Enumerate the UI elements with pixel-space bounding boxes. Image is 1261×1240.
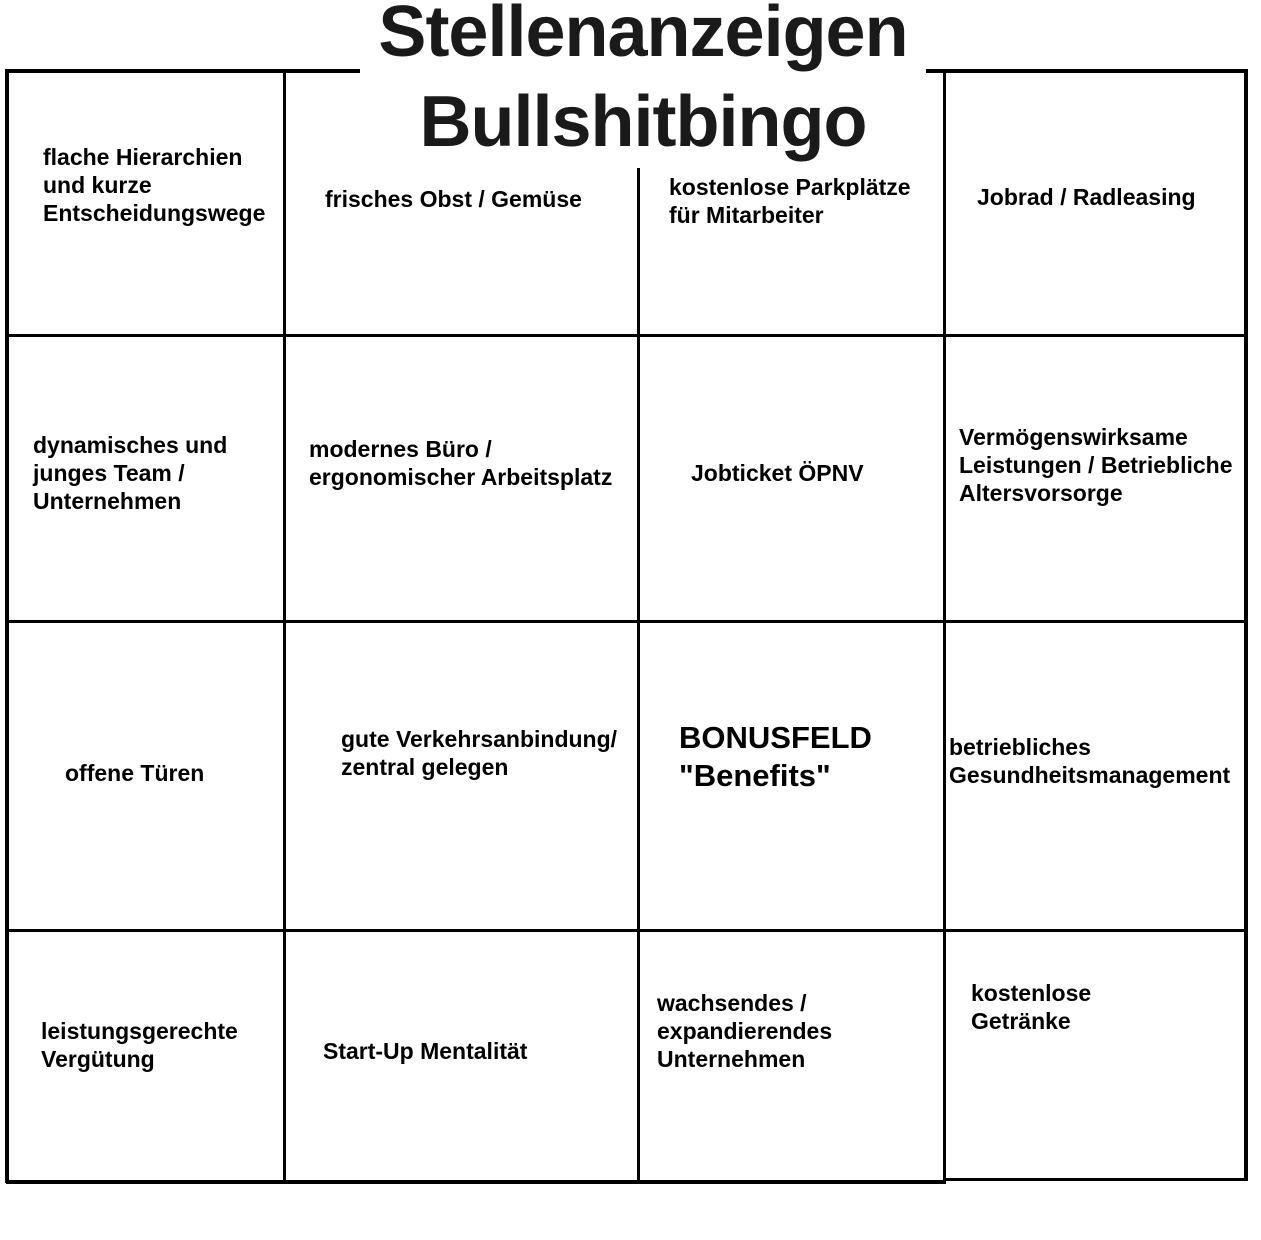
grid-line-bottom-right [944, 1178, 1248, 1181]
grid-line-col-1 [283, 69, 286, 1183]
cell-bonusfeld: BONUSFELD "Benefits" [679, 720, 872, 793]
cell-dynamisches-team: dynamisches und junges Team / Unternehmen [33, 432, 228, 514]
grid-line-col-3 [943, 69, 946, 1183]
cell-offene-tueren: offene Türen [65, 760, 205, 786]
cell-frisches-obst: frisches Obst / Gemüse [325, 186, 582, 212]
cell-gesundheitsmanagement: betriebliches Gesundheitsmanagement [949, 734, 1231, 788]
grid-line-right [1244, 69, 1248, 1181]
cell-flache-hierarchien: flache Hierarchien und kurze Entscheidungswege [43, 144, 266, 226]
cell-leistungsgerechte-verguetung: leistungsgerechte Vergütung [41, 1018, 238, 1072]
grid-line-row-2 [6, 620, 1248, 623]
grid-line-row-1 [6, 334, 1248, 337]
cell-verkehrsanbindung: gute Verkehrsanbindung/ zentral gelegen [341, 726, 618, 780]
cell-vermoegenswirksame: Vermögenswirksame Leistungen / Betriebliche Altersvorsorge [959, 424, 1233, 506]
cell-kostenlose-getraenke: kostenlose Getränke [971, 980, 1092, 1034]
cell-startup-mentalitaet: Start-Up Mentalität [323, 1038, 528, 1064]
title-line-2: Bullshitbingo [419, 82, 867, 162]
cell-jobticket: Jobticket ÖPNV [691, 460, 864, 486]
cell-kostenlose-parkplaetze: kostenlose Parkplätze für Mitarbeiter [669, 174, 911, 228]
grid-line-col-2 [637, 168, 640, 1183]
grid-line-bottom-left [6, 1180, 946, 1184]
title-line-1: Stellenanzeigen [378, 0, 908, 72]
title-banner [360, 0, 926, 168]
grid-line-left [5, 69, 9, 1183]
grid-line-row-3 [6, 929, 1248, 932]
cell-jobrad: Jobrad / Radleasing [977, 184, 1196, 210]
cell-modernes-buero: modernes Büro / ergonomischer Arbeitsplatz [309, 436, 613, 490]
cell-wachsendes-unternehmen: wachsendes / expandierendes Unternehmen [657, 990, 833, 1072]
